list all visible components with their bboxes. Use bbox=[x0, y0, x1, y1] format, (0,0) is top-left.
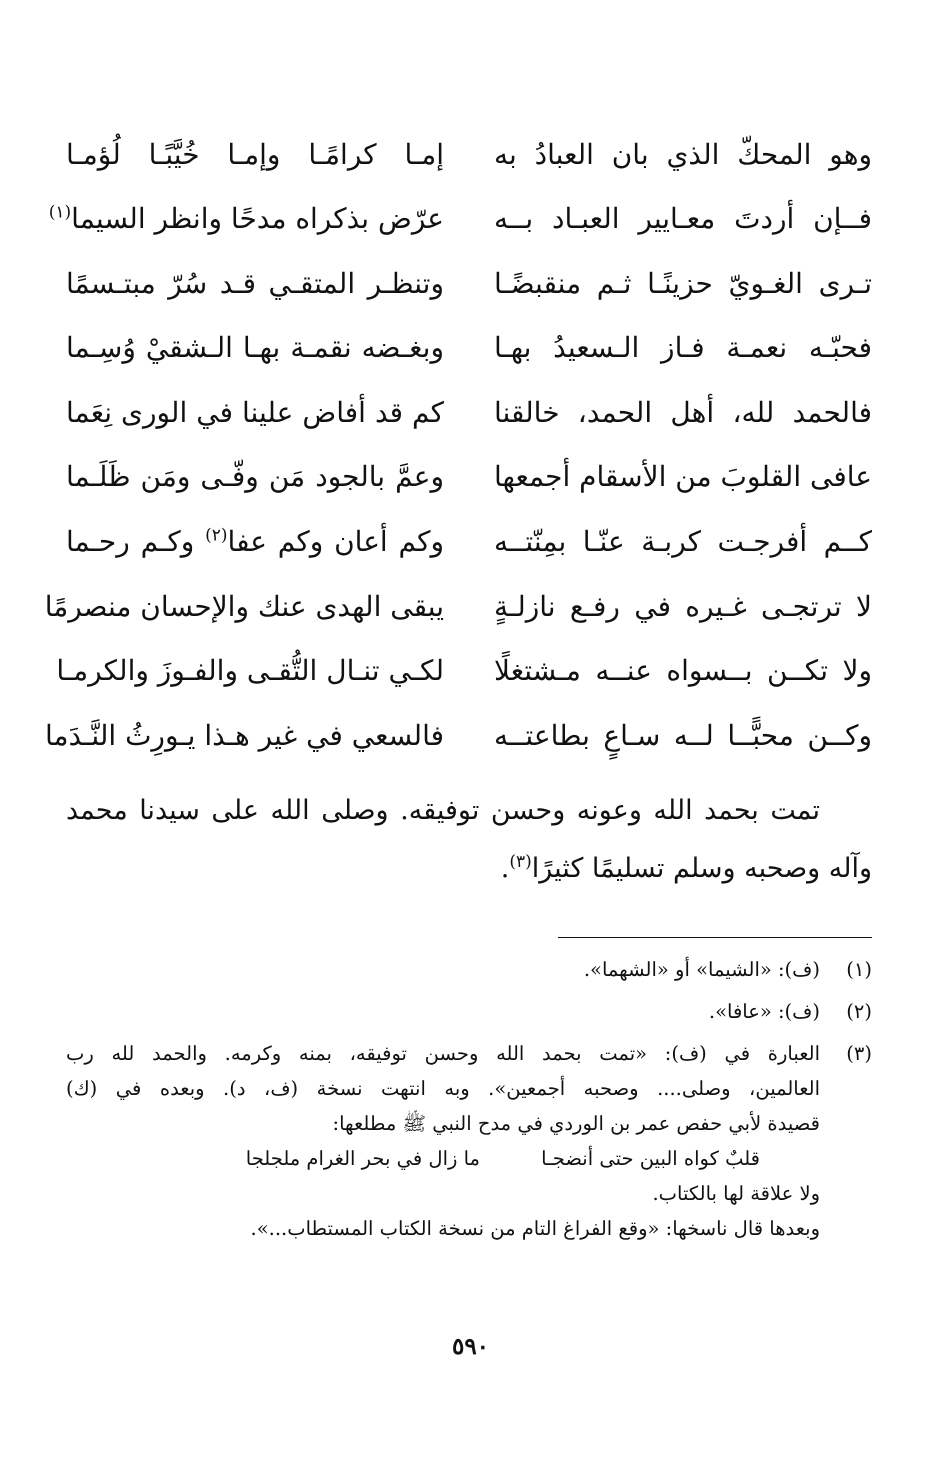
verse-second-hemistich: إمـا كرامًـا وإمـا خُيَّبًـا لُؤمـا bbox=[66, 137, 444, 171]
footnote bbox=[66, 952, 872, 987]
verse-first-hemistich: فحبّـه نعمـة فـاز الـسعيدُ بهـا bbox=[494, 331, 872, 365]
footnote-number: (٢) bbox=[846, 1000, 872, 1023]
verse-second-hemistich: فالسعي في غير هـذا يـورِثُ النَّـدَما bbox=[44, 718, 444, 752]
poem-verse bbox=[44, 703, 872, 768]
footnote-line: (ف): «الشيما» أو «الشهما». bbox=[583, 958, 820, 981]
footnote-number: (٣) bbox=[846, 1042, 872, 1065]
poem-verse bbox=[66, 445, 872, 510]
footnote-quoted-verse bbox=[66, 1141, 820, 1176]
verse-second-hemistich bbox=[66, 525, 444, 559]
verse-first-hemistich: فــإن أردتَ معـايير العبـاد بــه bbox=[494, 202, 872, 236]
verse-second-hemistich: وبغـضه نقمـة بهـا الـشقيْ وُسِـما bbox=[66, 331, 444, 365]
poem-verse bbox=[66, 251, 872, 316]
closing-line bbox=[66, 840, 872, 898]
footnotes bbox=[66, 952, 872, 1253]
verse-second-hemistich: وتنظـر المتقـي قـد سُرّ مبتـسمًا bbox=[66, 266, 444, 300]
closing-paragraph bbox=[66, 782, 872, 898]
verse-first-hemistich: ولا تكــن بــسواه عنــه مـشتغلًا bbox=[494, 654, 872, 688]
poem-verse bbox=[56, 639, 872, 704]
footnote-divider bbox=[558, 937, 872, 938]
verse-second-hemistich: وعمَّ بالجود مَن وفّـى ومَن ظَلَـما bbox=[66, 460, 444, 494]
verse-first-hemistich: لا ترتجـى غـيره في رفـع نازلـةٍ bbox=[494, 589, 872, 623]
verse-first-hemistich: تـرى الغـويّ حزينًـا ثـم منقبضًـا bbox=[494, 266, 872, 300]
footnote-ref: (١) bbox=[48, 202, 72, 223]
footnote bbox=[66, 1036, 872, 1246]
footnote-line: العبارة في (ف): «تمت بحمد الله وحسن توفيقه، بمنه وكرمه. والحمد لله رب bbox=[66, 1042, 820, 1065]
verse-first-hemistich: وهو المحكّ الذي بان العبادُ به bbox=[494, 137, 872, 171]
footnote-line: (ف): «عافا». bbox=[708, 1000, 820, 1023]
page-number: ٥٩٠ bbox=[451, 1333, 490, 1360]
footnote-line: وبعدها قال ناسخها: «وقع الفراغ التام من نسخة الكتاب المستطاب...». bbox=[250, 1217, 820, 1240]
quoted-verse-first-hemistich: قلبٌ كواه البين حتى أنضجـا bbox=[541, 1147, 760, 1170]
poem-verse bbox=[66, 316, 872, 381]
footnote-body bbox=[66, 952, 820, 987]
closing-line-end: . bbox=[500, 853, 510, 884]
verse-second-hemistich bbox=[48, 202, 444, 236]
footnote-body bbox=[66, 994, 820, 1029]
verse-first-hemistich: عافى القلوبَ من الأسقام أجمعها bbox=[494, 460, 872, 494]
footnote-line: العالمين، وصلى.... وصحبه أجمعين». وبه انتهت نسخة (ف، د). وبعده في (ك) bbox=[66, 1077, 820, 1100]
quoted-verse-second-hemistich: ما زال في بحر الغرام ملجلجا bbox=[245, 1147, 480, 1170]
closing-line: تمت بحمد الله وعونه وحسن توفيقه. وصلى الله على سيدنا محمد bbox=[66, 795, 820, 826]
footnote bbox=[66, 994, 872, 1029]
closing-line-text: وآله وصحبه وسلم تسليمًا كثيرًا bbox=[531, 853, 872, 884]
hemistich-text-part-a: وكم أعان وكم عفا bbox=[227, 525, 445, 559]
poem-verse bbox=[66, 510, 872, 575]
footnote-body bbox=[66, 1036, 820, 1246]
verse-first-hemistich: وكــن محبًّــا لــه سـاعٍ بطاعتــه bbox=[494, 718, 872, 752]
footnote-ref: (٢) bbox=[205, 525, 228, 546]
verse-first-hemistich: كــم أفرجـت كربـة عنّـا بمِنّتــه bbox=[494, 525, 872, 559]
poem-verse bbox=[48, 187, 872, 252]
footnote-line: ولا علاقة لها بالكتاب. bbox=[652, 1182, 820, 1205]
verse-second-hemistich: لكـي تنـال التُّقـى والفـوزَ والكرمـا bbox=[56, 654, 444, 688]
verse-second-hemistich: يبقى الهدى عنك والإحسان منصرمًا bbox=[44, 589, 444, 623]
hemistich-text-part-b: وكـم رحـما bbox=[66, 525, 206, 559]
footnote-ref: (٣) bbox=[509, 852, 532, 872]
verse-first-hemistich: فالحمد لله، أهل الحمد، خالقنا bbox=[494, 395, 872, 429]
poem-verse bbox=[44, 574, 872, 639]
footnote-number: (١) bbox=[846, 958, 872, 981]
poem-verse bbox=[66, 122, 872, 187]
poem-verse bbox=[66, 380, 872, 445]
hemistich-text: عرّض بذكراه مدحًا وانظر السيما bbox=[71, 202, 444, 236]
footnote-line: قصيدة لأبي حفص عمر بن الوردي في مدح النبي ﷺ مطلعها: bbox=[332, 1112, 820, 1135]
poem bbox=[44, 122, 872, 768]
verse-second-hemistich: كم قد أفاض علينا في الورى نِعَما bbox=[66, 395, 444, 429]
